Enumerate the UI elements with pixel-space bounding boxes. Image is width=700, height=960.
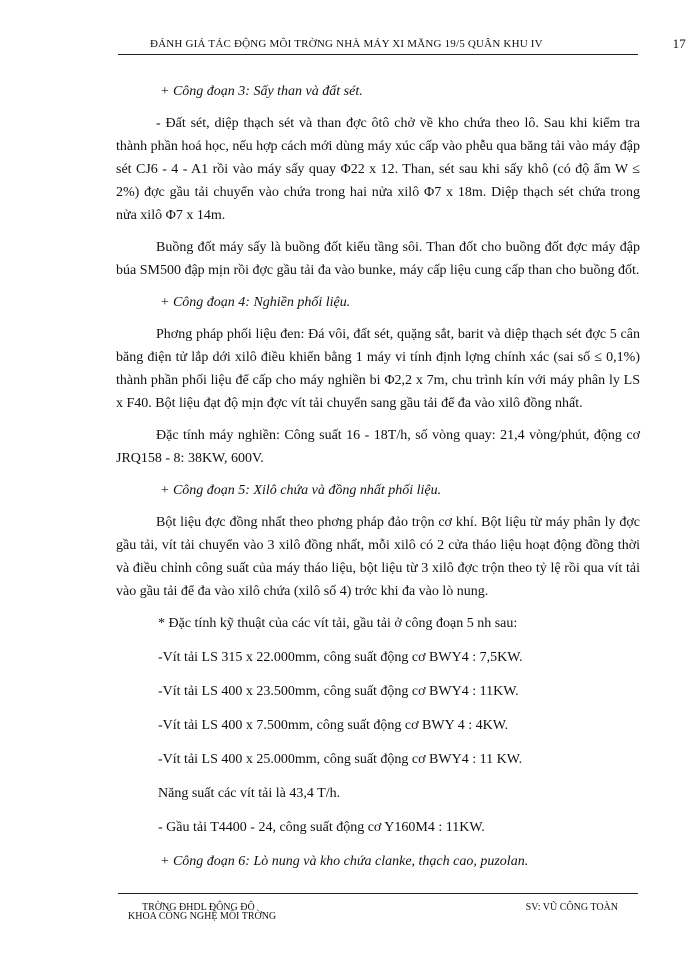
paragraph: Phơng pháp phối liệu đen: Đá vôi, đất sét, quặng sắt, barit và diệp thạch sét đợc 5 cân băng điện tử lắp dới xilô điều khiển bằng 1 máy vi tính định lợng chính xác (sai số ≤ 0,1%) thành phần phối liệu để cấp cho máy nghiền bi Φ2,2 x 7m, chu trình kín với máy phân ly LS x F40. Bột liệu đạt độ mịn đợc vít tải chuyển sang gầu tải để đa vào xilô đồng nhất. <box>116 327 640 411</box>
section-heading-stage-5: + Công đoạn 5: Xilô chứa và đồng nhất phối liệu. <box>160 483 442 498</box>
paragraph: Bột liệu đợc đồng nhất theo phơng pháp đảo trộn cơ khí. Bột liệu từ máy phân ly đợc gầu tải, vít tải chuyển vào 3 xilô đồng nhất, mỗi xilô có 2 cửa tháo liệu hoạt động đồng thời và điều chỉnh công suất của máy tháo liệu, bột liệu từ 3 xilô đợc trộn theo tỷ lệ rồi qua vít tải vào gầu tải để đa vào xilô chứa (xilô số 4) trớc khi đa vào lò nung. <box>116 515 640 599</box>
paragraph: Đặc tính máy nghiền: Công suất 16 - 18T/h, số vòng quay: 21,4 vòng/phút, động cơ JRQ158 - 8: 38KW, 600V. <box>116 428 640 466</box>
spec-item: -Vít tải LS 400 x 7.500mm, công suất động cơ BWY 4 : 4KW. <box>158 718 509 733</box>
section-heading-stage-4: + Công đoạn 4: Nghiền phối liệu. <box>160 295 351 310</box>
page-number: 17 <box>672 36 686 51</box>
spec-item: -Vít tải LS 400 x 23.500mm, công suất động cơ BWY4 : 11KW. <box>158 684 519 699</box>
spec-item: * Đặc tính kỹ thuật của các vít tải, gầu tải ở công đoạn 5 nh sau: <box>158 616 518 631</box>
document-body <box>116 80 640 882</box>
spec-item: -Vít tải LS 315 x 22.000mm, công suất động cơ BWY4 : 7,5KW. <box>158 650 523 665</box>
footer-university: TRỜNG ĐHDL ĐÔNG ĐÔ <box>142 902 255 913</box>
spec-item: -Vít tải LS 400 x 25.000mm, công suất động cơ BWY4 : 11 KW. <box>158 752 523 767</box>
header-title: ĐÁNH GIÁ TÁC ĐỘNG MÔI TRỜNG NHÀ MÁY XI MĂNG 19/5 QUÂN KHU IV <box>150 38 543 50</box>
footer-student: SV: VŨ CÔNG TOÀN <box>525 902 618 913</box>
footer-faculty: KHOA CÔNG NGHỆ MÔI TRỜNG <box>128 911 277 922</box>
paragraph: - Đất sét, diệp thạch sét và than đợc ôtô chở về kho chứa theo lô. Sau khi kiểm tra thành phần hoá học, nếu hợp cách mới dùng máy xúc cấp vào phễu qua băng tải vào máy đập sét CJ6 - 4 - A1 rồi vào máy sấy quay Φ22 x 12. Than, sét sau khi sấy khô (có độ ẩm W ≤ 2%) đợc gầu tải chuyển vào chứa trong hai nửa xilô Φ7 x 18m. Diệp thạch sét chứa trong nửa xilô Φ7 x 14m. <box>116 116 640 223</box>
section-heading-stage-3: + Công đoạn 3: Sấy than và đất sét. <box>160 84 363 99</box>
page-footer <box>118 893 638 922</box>
paragraph: Buồng đốt máy sấy là buồng đốt kiểu tầng sôi. Than đốt cho buồng đốt đợc máy đập búa SM500 đập mịn rồi đợc gầu tải đa vào bunke, máy cấp liệu cung cấp than cho buồng đốt. <box>116 240 640 278</box>
spec-item: - Gầu tải T4400 - 24, công suất động cơ Y160M4 : 11KW. <box>158 820 485 835</box>
page-header <box>118 36 686 55</box>
section-heading-stage-6: + Công đoạn 6: Lò nung và kho chứa clanke, thạch cao, puzolan. <box>160 854 529 869</box>
spec-item: Năng suất các vít tải là 43,4 T/h. <box>158 786 341 801</box>
